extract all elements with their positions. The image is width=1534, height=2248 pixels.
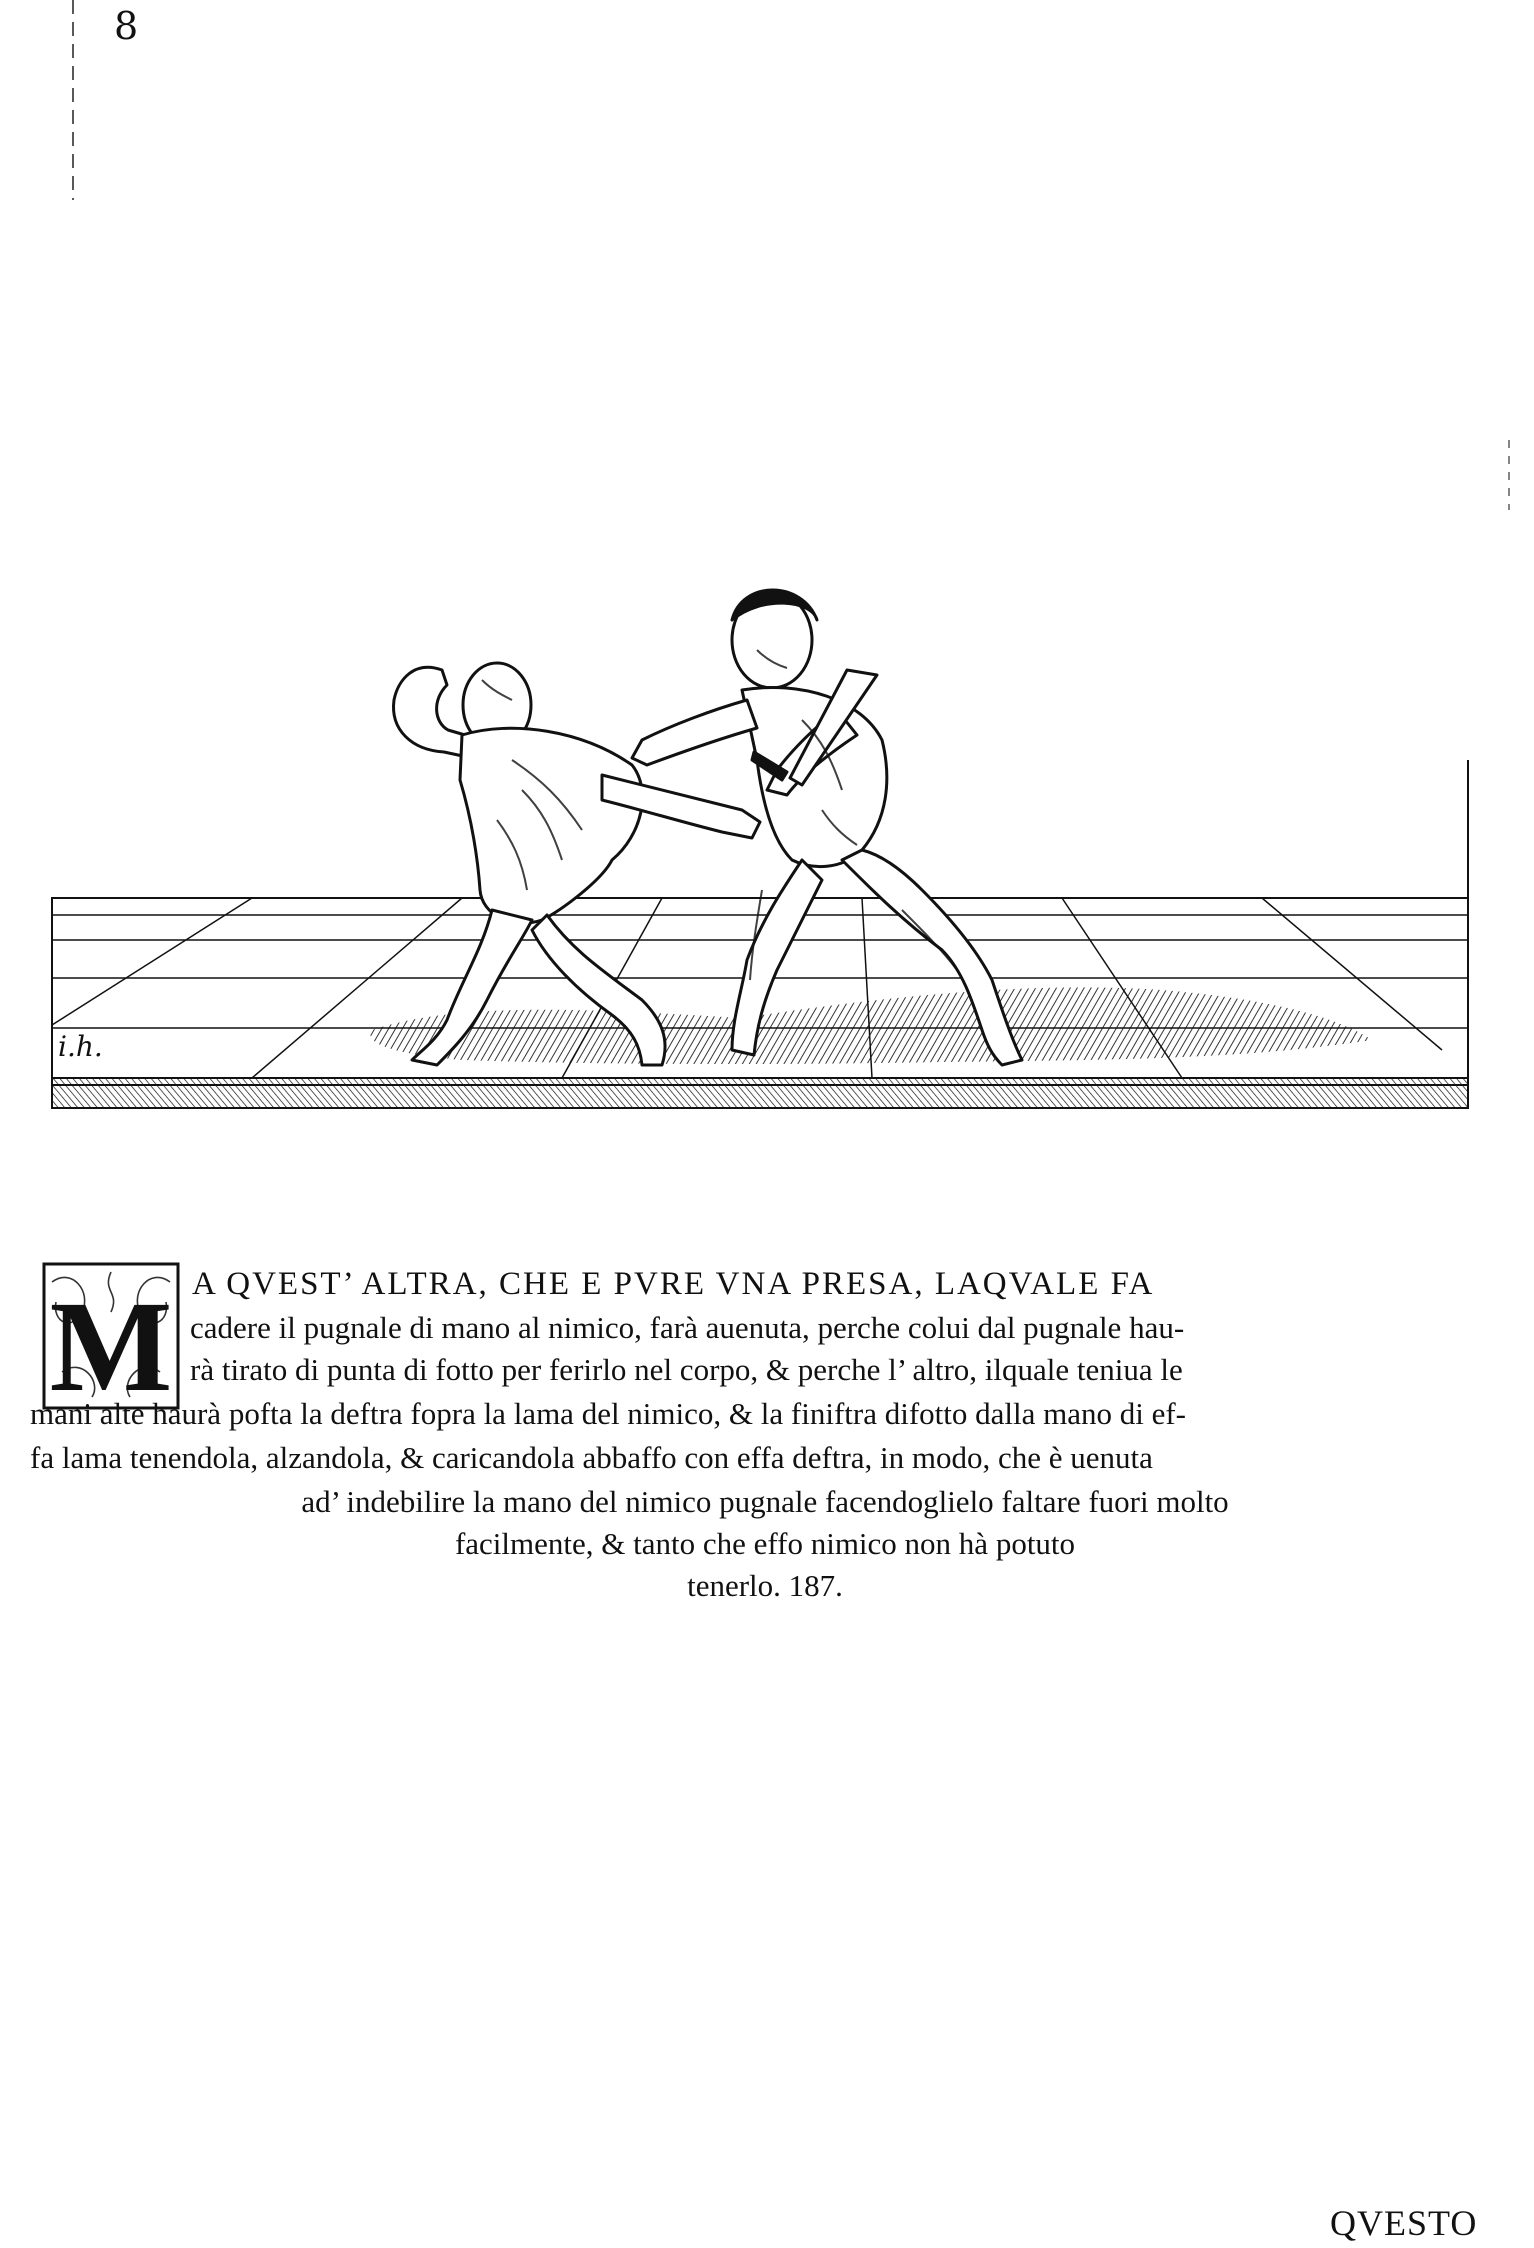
text-line: rà tirato di punta di fotto per ferirlo nel corpo, & perche l’ altro, ilquale teniua le bbox=[190, 1352, 1183, 1387]
text-line: mani alte haurà pofta la deftra fopra la lama del nimico, & la finiftra difotto dalla mano di ef- bbox=[30, 1396, 1187, 1431]
text-line: tenerlo. 187. bbox=[687, 1568, 843, 1603]
text-line: fa lama tenendola, alzandola, & caricandola abbaffo con effa deftra, in modo, che è uenuta bbox=[30, 1440, 1153, 1475]
page-edge-mark-right bbox=[1508, 440, 1510, 510]
catchword: QVESTO bbox=[1330, 2203, 1478, 2243]
page-number: 8 bbox=[114, 4, 139, 48]
engraving-illustration bbox=[42, 560, 1498, 1120]
page-edge-mark bbox=[72, 0, 74, 200]
engraver-initials: i.h. bbox=[58, 1030, 103, 1063]
drop-cap-initial bbox=[42, 1262, 180, 1410]
drop-cap-letter: M bbox=[49, 1275, 173, 1410]
text-line: cadere il pugnale di mano al nimico, farà auenuta, perche colui dal pugnale hau- bbox=[190, 1310, 1185, 1345]
text-line: A QVEST’ ALTRA, CHE E PVRE VNA PRESA, LAQVALE FA bbox=[192, 1266, 1155, 1302]
text-line: facilmente, & tanto che effo nimico non hà potuto bbox=[454, 1526, 1076, 1561]
text-line: ad’ indebilire la mano del nimico pugnale facendoglielo faltare fuori molto bbox=[301, 1484, 1229, 1519]
